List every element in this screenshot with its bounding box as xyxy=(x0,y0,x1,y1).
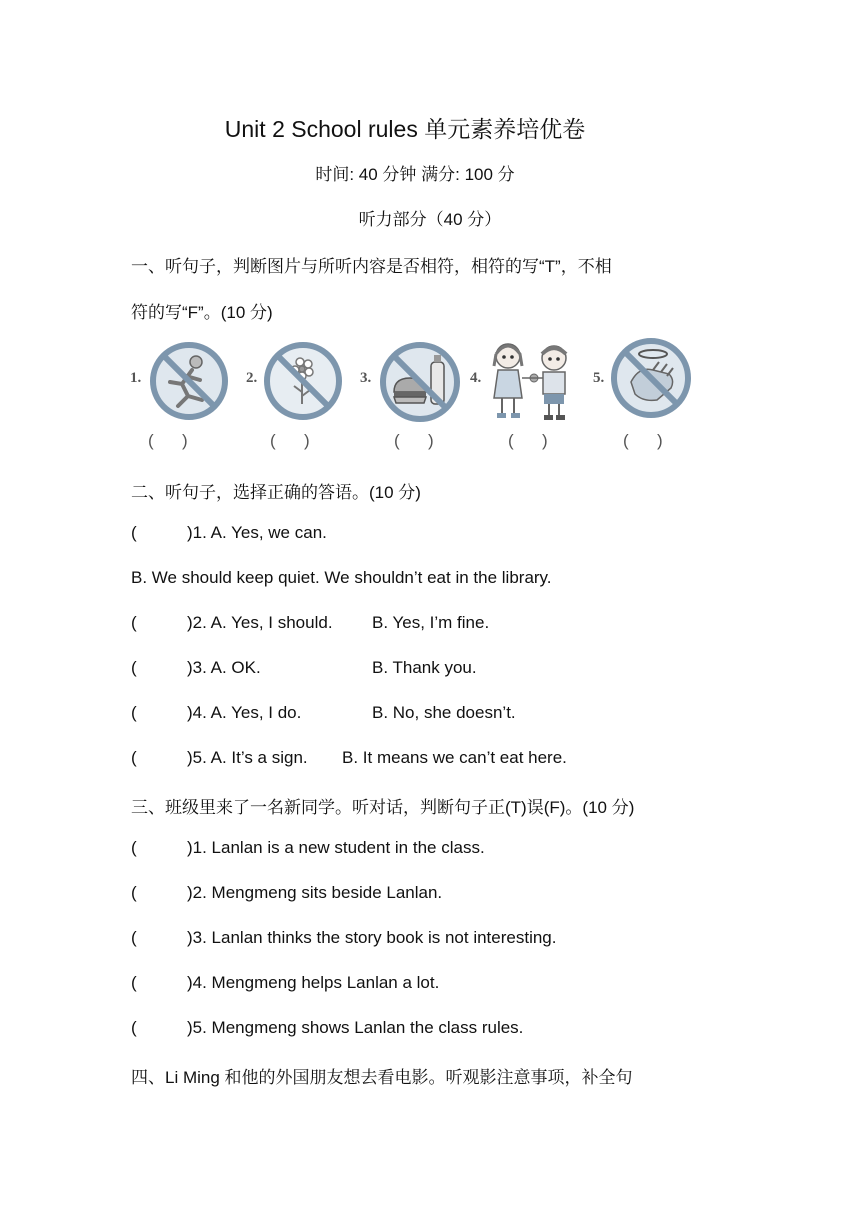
option-b: B. Thank you. xyxy=(372,658,477,677)
answer-blank-4[interactable]: ( ) xyxy=(508,431,548,450)
statement-text: )3. Lanlan thinks the story book is not interesting. xyxy=(187,928,557,947)
section2-question-1-option-b: B. We should keep quiet. We shouldn’t eat in the library. xyxy=(131,568,552,587)
exam-info: 时间: 40 分钟 满分: 100 分 xyxy=(315,165,515,184)
option-b: B. Yes, I’m fine. xyxy=(372,613,490,632)
picture-4-label: 4. xyxy=(470,370,482,386)
option-b: B. It means we can’t eat here. xyxy=(342,748,567,767)
answer-blank-5[interactable]: ( ) xyxy=(623,431,663,450)
option-b: B. No, she doesn’t. xyxy=(372,703,516,722)
answer-paren[interactable]: ( xyxy=(131,838,137,857)
answer-paren[interactable]: ( xyxy=(131,703,137,722)
no-running-icon xyxy=(148,340,230,422)
part-heading: 听力部分（40 分） xyxy=(358,210,502,229)
answer-paren[interactable]: ( xyxy=(131,928,137,947)
statement-text: )5. Mengmeng shows Lanlan the class rules. xyxy=(187,1018,524,1037)
answer-paren[interactable]: ( xyxy=(131,883,137,902)
statement-text: )4. Mengmeng helps Lanlan a lot. xyxy=(187,973,440,992)
answer-blank-1[interactable]: ( ) xyxy=(148,431,188,450)
option-a: )3. A. OK. xyxy=(187,658,261,677)
children-exchanging-gift-icon xyxy=(486,338,578,424)
picture-row xyxy=(128,336,708,461)
picture-1-label: 1. xyxy=(130,370,142,386)
option-a: )5. A. It’s a sign. xyxy=(187,748,308,767)
answer-paren[interactable]: ( xyxy=(131,658,137,677)
no-food-drink-icon xyxy=(378,340,462,424)
section4-heading: 四、Li Ming 和他的外国朋友想去看电影。听观影注意事项，补全句 xyxy=(131,1068,633,1087)
answer-paren[interactable]: ( xyxy=(131,748,137,767)
option-a: )2. A. Yes, I should. xyxy=(187,613,333,632)
answer-paren[interactable]: ( xyxy=(131,973,137,992)
picture-5-label: 5. xyxy=(593,370,605,386)
no-picking-flowers-icon xyxy=(262,340,344,422)
answer-paren[interactable]: ( xyxy=(131,1018,137,1037)
answer-paren[interactable]: ( xyxy=(131,523,137,542)
section3-heading: 三、班级里来了一名新同学。听对话，判断句子正(T)误(F)。(10 分) xyxy=(131,798,635,817)
statement-text: )1. Lanlan is a new student in the class. xyxy=(187,838,485,857)
answer-blank-2[interactable]: ( ) xyxy=(270,431,310,450)
option-a: )1. A. Yes, we can. xyxy=(187,523,327,542)
picture-2-label: 2. xyxy=(246,370,258,386)
answer-paren[interactable]: ( xyxy=(131,613,137,632)
answer-blank-3[interactable]: ( ) xyxy=(394,431,434,450)
no-touching-icon xyxy=(609,336,693,420)
option-a: )4. A. Yes, I do. xyxy=(187,703,302,722)
section2-heading: 二、听句子，选择正确的答语。(10 分) xyxy=(131,483,421,502)
statement-text: )2. Mengmeng sits beside Lanlan. xyxy=(187,883,443,902)
picture-3-label: 3. xyxy=(360,370,372,386)
section1-heading-line1: 一、听句子，判断图片与所听内容是否相符，相符的写“T”，不相 xyxy=(131,257,612,276)
page-title: Unit 2 School rules 单元素养培优卷 xyxy=(224,116,586,142)
section1-heading-line2: 符的写“F”。(10 分) xyxy=(131,303,273,322)
